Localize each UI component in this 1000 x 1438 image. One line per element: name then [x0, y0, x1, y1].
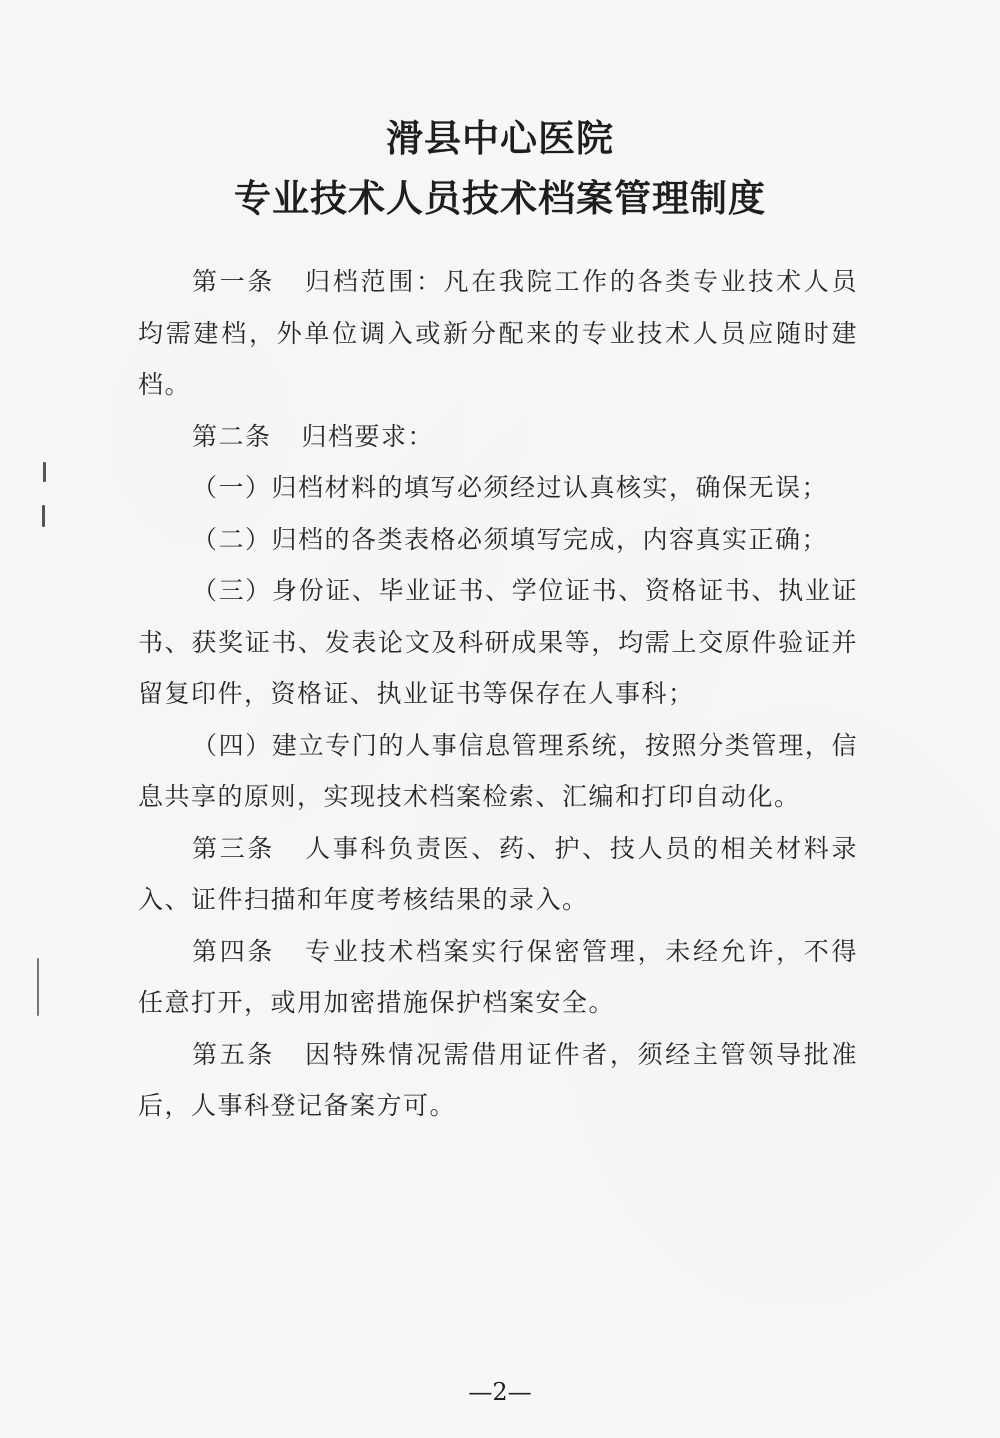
- binding-hole-mark: [37, 958, 39, 1016]
- article-text: 因特殊情况需借用证件者，须经主管领导批准后，人事科登记备案方可。: [138, 1039, 858, 1120]
- clause-item: [138, 720, 858, 823]
- article-text: 归档范围：凡在我院工作的各类专业技术人员均需建档，外单位调入或新分配来的专业技术人员应随时建档。: [138, 267, 858, 399]
- clause-text: （三）身份证、毕业证书、学位证书、资格证书、执业证书、获奖证书、发表论文及科研成果等，均需上交原件验证并留复印件，资格证、执业证书等保存在人事科；: [138, 576, 858, 708]
- article-label: 第二条: [192, 421, 272, 451]
- article-3: [138, 823, 858, 926]
- article-label: 第三条: [192, 833, 276, 863]
- article-label: 第四条: [192, 936, 276, 966]
- article-2: [138, 411, 858, 463]
- clause-item: [138, 514, 858, 566]
- article-4: [138, 926, 858, 1029]
- article-text: 专业技术档案实行保密管理，未经允许，不得任意打开，或用加密措施保护档案安全。: [138, 936, 858, 1017]
- page-number: —2—: [468, 1378, 532, 1406]
- binding-hole-mark: [43, 462, 46, 482]
- document-title-regulation: 专业技术人员技术档案管理制度: [234, 176, 766, 220]
- clause-text: （四）建立专门的人事信息管理系统，按照分类管理，信息共享的原则，实现技术档案检索、汇编和打印自动化。: [138, 730, 858, 811]
- document-title-hospital: 滑县中心医院: [386, 116, 614, 160]
- clause-item: [138, 462, 858, 514]
- clause-text: （一）归档材料的填写必须经过认真核实，确保无误；: [192, 473, 829, 502]
- clause-item: [138, 565, 858, 720]
- article-label: 第一条: [192, 267, 276, 296]
- article-1: [138, 256, 858, 411]
- clause-text: （二）归档的各类表格必须填写完成，内容真实正确；: [192, 524, 829, 554]
- document-body: [138, 256, 858, 1132]
- article-5: [138, 1029, 858, 1132]
- binding-hole-mark: [42, 505, 45, 527]
- article-label: 第五条: [192, 1039, 276, 1069]
- article-text: 人事科负责医、药、护、技人员的相关材料录入、证件扫描和年度考核结果的录入。: [138, 833, 858, 914]
- article-text: 归档要求：: [301, 421, 435, 451]
